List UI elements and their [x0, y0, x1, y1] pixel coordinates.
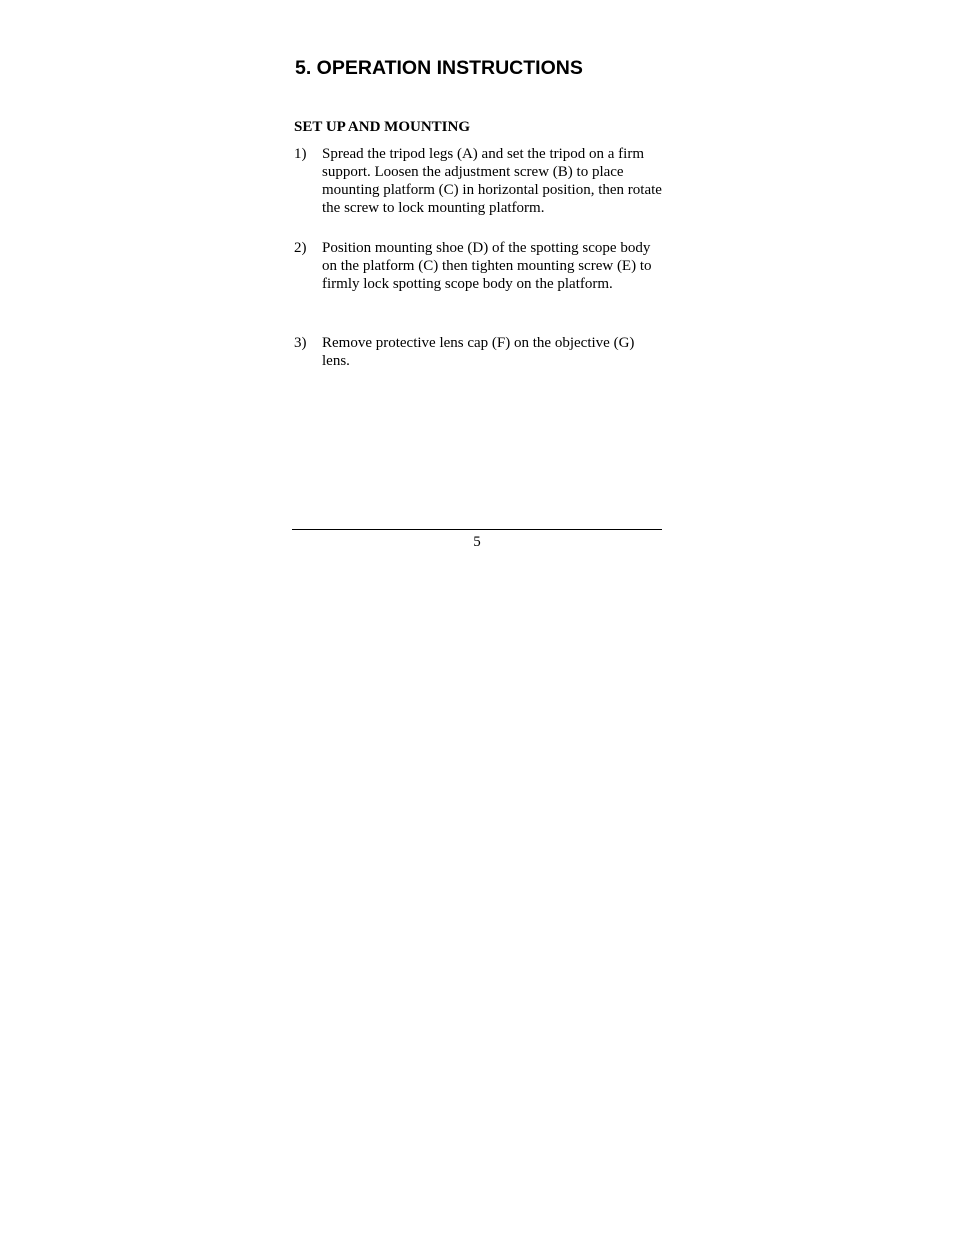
footer-divider: [292, 529, 662, 530]
step-number: 1): [294, 146, 307, 162]
subheading: SET UP AND MOUNTING: [294, 119, 471, 135]
step-text: Spread the tripod legs (A) and set the tripod on a firm support. Loosen the adjustment screw (B) to place mounting platform (C) in horizontal position, then rotate the screw to lock mounting platform.: [322, 146, 662, 216]
step-text: Position mounting shoe (D) of the spotting scope body on the platform (C) then tighten mounting screw (E) to firmly lock spotting scope body on the platform.: [322, 240, 652, 292]
step-number: 2): [294, 240, 307, 256]
page-number: 5: [473, 534, 481, 550]
step-number: 3): [294, 335, 307, 351]
section-title: 5. OPERATION INSTRUCTIONS: [295, 57, 583, 79]
step-text: Remove protective lens cap (F) on the objective (G) lens.: [322, 335, 635, 369]
